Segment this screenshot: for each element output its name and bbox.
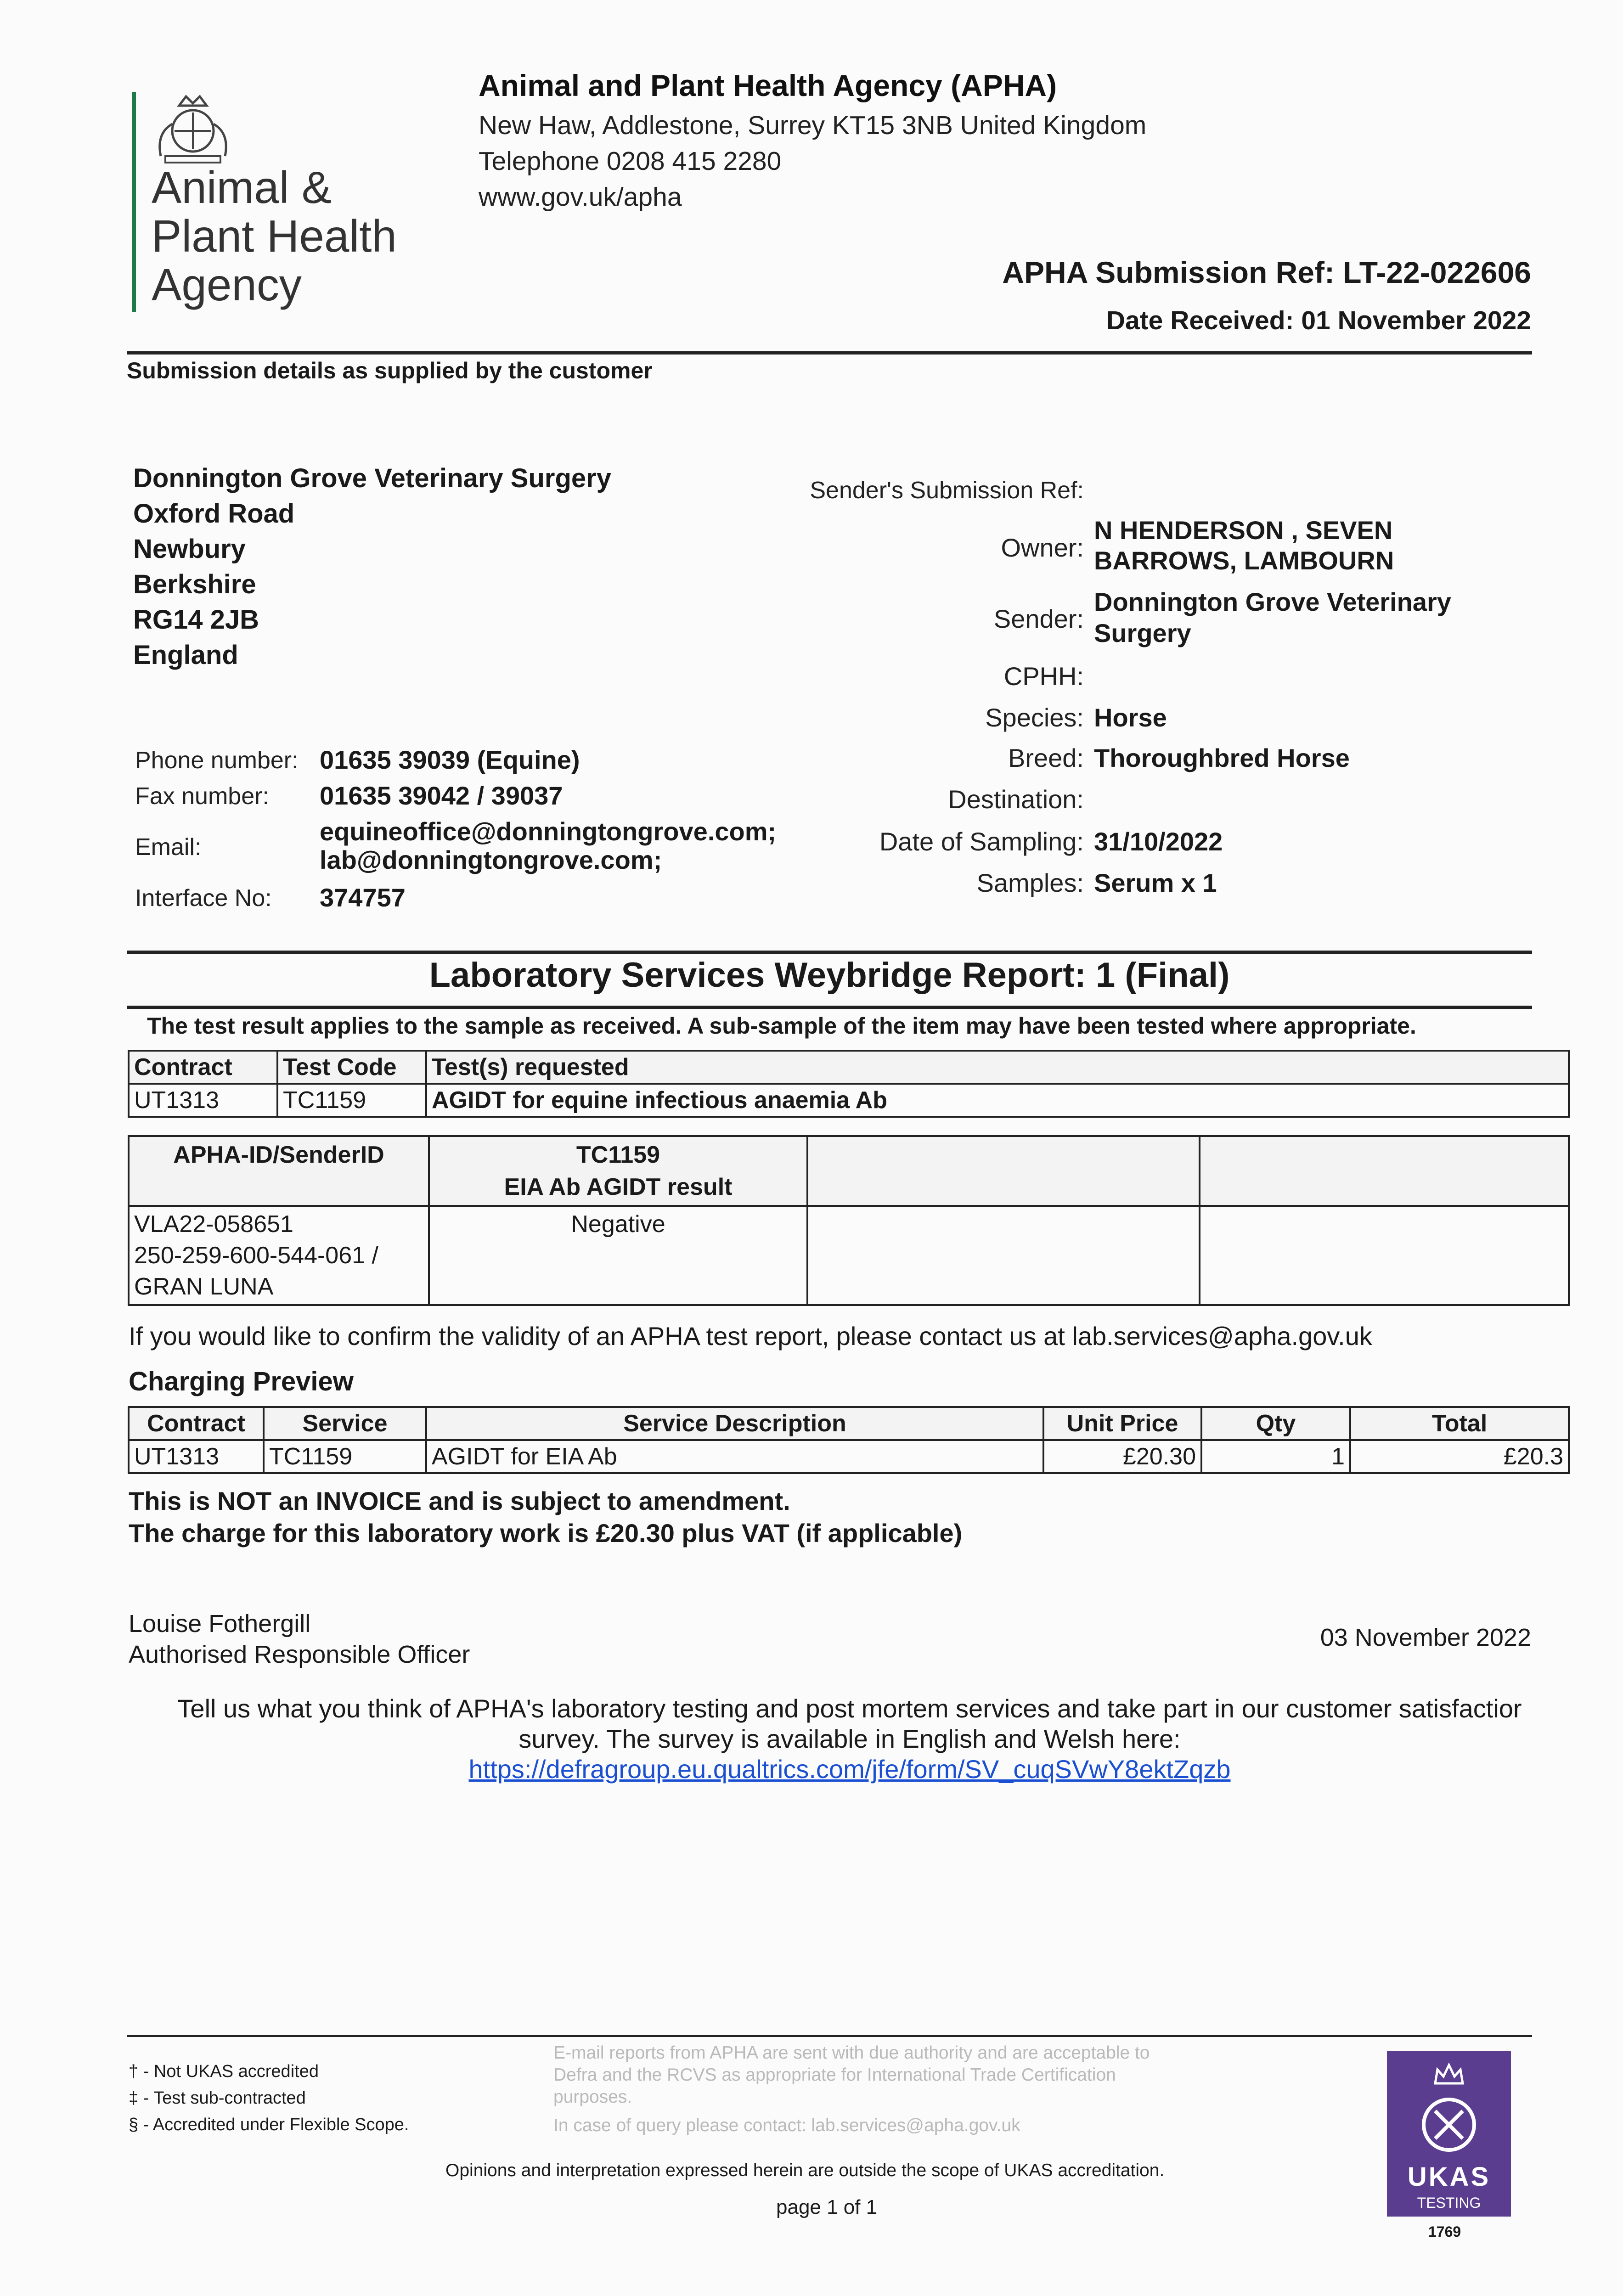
address-line: Oxford Road: [133, 499, 295, 529]
sampling-date-label: Date of Sampling:: [879, 827, 1084, 856]
sender-line-1: Donnington Grove Veterinary: [1094, 587, 1451, 616]
email-value-1[interactable]: equineoffice@donningtongrove.com;: [320, 817, 777, 846]
validity-note: If you would like to confirm the validity of an APHA test report, please contact us at lab.services@apha.gov.uk: [129, 1322, 1372, 1351]
ukas-label: UKAS: [1407, 2162, 1491, 2192]
ukas-testing: TESTING: [1417, 2195, 1481, 2211]
crown-icon: [1431, 2060, 1467, 2088]
phone-value: 01635 39039 (Equine): [320, 745, 580, 774]
fax-value: 01635 39042 / 39037: [320, 781, 563, 810]
breed-label: Breed:: [1008, 743, 1084, 772]
royal-crest-icon: [147, 87, 239, 170]
table-header-row: [129, 1051, 1569, 1084]
table-cell: £20.30: [1043, 1440, 1201, 1473]
email-note-line: Defra and the RCVS as appropriate for International Trade Certification: [553, 2065, 1116, 2085]
result-value: Negative: [429, 1206, 807, 1305]
test-code-header: TC1159: [576, 1142, 660, 1168]
signatory-role: Authorised Responsible Officer: [129, 1641, 470, 1668]
section-label: Submission details as supplied by the customer: [127, 358, 653, 383]
sample-id: VLA22-058651: [134, 1211, 293, 1238]
column-header: Total: [1350, 1407, 1569, 1440]
column-header: Test(s) requested: [426, 1051, 1569, 1084]
tests-table: [128, 1050, 1570, 1118]
logo-line: Plant Health: [152, 211, 397, 261]
table-cell: TC1159: [264, 1440, 426, 1473]
address-line: Berkshire: [133, 569, 256, 599]
empty-cell: [1200, 1206, 1569, 1305]
charging-table: [128, 1406, 1570, 1474]
column-header: Service Description: [426, 1407, 1043, 1440]
empty-header: [1200, 1136, 1569, 1206]
samples-label: Samples:: [976, 868, 1084, 897]
table-cell: UT1313: [129, 1440, 264, 1473]
divider: [127, 951, 1532, 954]
footnote: ‡ - Test sub-contracted: [129, 2088, 306, 2108]
ukas-number: 1769: [1428, 2223, 1461, 2240]
species-value: Horse: [1094, 703, 1167, 732]
survey-text: [129, 1694, 1571, 1754]
owner-label: Owner:: [1001, 533, 1084, 562]
survey-line: Tell us what you think of APHA's laboratory testing and post mortem services and take part in our customer satisfactior: [177, 1694, 1522, 1723]
table-header-row: [129, 1136, 1569, 1206]
sample-id-cell: [129, 1206, 429, 1305]
column-header: APHA-ID/SenderID: [129, 1136, 429, 1206]
logo-line: Agency: [152, 259, 302, 310]
opinion-note: Opinions and interpretation expressed herein are outside the scope of UKAS accreditation.: [445, 2161, 1165, 2180]
results-table: [128, 1135, 1570, 1306]
charge-notice: The charge for this laboratory work is £20.30 plus VAT (if applicable): [129, 1519, 963, 1548]
agency-address: New Haw, Addlestone, Surrey KT15 3NB United Kingdom: [479, 111, 1147, 140]
table-cell: TC1159: [277, 1084, 426, 1117]
sender-ref-label: Sender's Submission Ref:: [810, 477, 1084, 504]
address-line: England: [133, 640, 238, 670]
column-header: Contract: [129, 1051, 277, 1084]
logo-bar: [132, 92, 136, 312]
agency-telephone: Telephone 0208 415 2280: [479, 146, 782, 176]
submission-ref: APHA Submission Ref: LT-22-022606: [1002, 255, 1531, 289]
table-header-row: [129, 1407, 1569, 1440]
email-note: [553, 2042, 1288, 2137]
charging-title: Charging Preview: [129, 1367, 354, 1396]
breed-value: Thoroughbred Horse: [1094, 743, 1350, 772]
cphh-label: CPHH:: [1003, 662, 1084, 691]
ukas-logo: [1387, 2051, 1511, 2217]
footnote: § - Accredited under Flexible Scope.: [129, 2115, 409, 2134]
test-name-header: EIA Ab AGIDT result: [504, 1174, 733, 1200]
agency-website[interactable]: www.gov.uk/apha: [479, 182, 682, 212]
address-line: RG14 2JB: [133, 605, 259, 635]
empty-header: [807, 1136, 1200, 1206]
table-cell: £20.3: [1350, 1440, 1569, 1473]
sender-label: Sender:: [993, 604, 1084, 633]
table-row: [129, 1206, 1569, 1305]
email-value-2[interactable]: lab@donningtongrove.com;: [320, 845, 662, 874]
table-cell: AGIDT for equine infectious anaemia Ab: [426, 1084, 1569, 1117]
sampling-date-value: 31/10/2022: [1094, 827, 1223, 856]
column-header: [429, 1136, 807, 1206]
table-cell: UT1313: [129, 1084, 277, 1117]
sender-line-2: Surgery: [1094, 619, 1191, 647]
footer-divider: [127, 2035, 1532, 2037]
invoice-notice: This is NOT an INVOICE and is subject to amendment.: [129, 1486, 790, 1515]
animal-name: GRAN LUNA: [134, 1273, 274, 1300]
email-note-line: purposes.: [553, 2087, 632, 2107]
interface-value: 374757: [320, 883, 406, 912]
logo-text: [152, 163, 397, 309]
report-date: 03 November 2022: [1320, 1624, 1531, 1651]
signatory-name: Louise Fothergill: [129, 1610, 311, 1638]
address-line: Newbury: [133, 534, 246, 564]
table-cell: 1: [1201, 1440, 1350, 1473]
divider: [127, 351, 1532, 355]
table-row: [129, 1084, 1569, 1117]
destination-label: Destination:: [948, 785, 1084, 814]
survey-line: survey. The survey is available in English and Welsh here:: [518, 1724, 1181, 1753]
address-line: Donnington Grove Veterinary Surgery: [133, 463, 611, 493]
empty-cell: [807, 1206, 1200, 1305]
column-header: Qty: [1201, 1407, 1350, 1440]
agency-name: Animal and Plant Health Agency (APHA): [479, 68, 1057, 102]
sender-id: 250-259-600-544-061 /: [134, 1242, 378, 1269]
column-header: Test Code: [277, 1051, 426, 1084]
phone-label: Phone number:: [135, 747, 299, 774]
owner-line-1: N HENDERSON , SEVEN: [1094, 516, 1393, 545]
report-title: Laboratory Services Weybridge Report: 1 (Final): [429, 956, 1230, 995]
column-header: Unit Price: [1043, 1407, 1201, 1440]
date-received: Date Received: 01 November 2022: [1106, 306, 1531, 335]
column-header: Contract: [129, 1407, 264, 1440]
column-header: Service: [264, 1407, 426, 1440]
owner-line-2: BARROWS, LAMBOURN: [1094, 546, 1394, 575]
table-row: [129, 1440, 1569, 1473]
table-cell: AGIDT for EIA Ab: [426, 1440, 1043, 1473]
samples-value: Serum x 1: [1094, 868, 1217, 897]
survey-link[interactable]: https://defragroup.eu.qualtrics.com/jfe/form/SV_cuqSVwY8ektZqzb: [468, 1755, 1231, 1784]
ukas-emblem-icon: [1419, 2095, 1479, 2155]
logo-line: Animal &: [152, 162, 332, 213]
report-note: The test result applies to the sample as received. A sub-sample of the item may have been tested where appropriate.: [147, 1013, 1416, 1039]
fax-label: Fax number:: [135, 783, 269, 810]
email-note-line: E-mail reports from APHA are sent with due authority and are acceptable to: [553, 2043, 1150, 2063]
species-label: Species:: [985, 703, 1084, 732]
email-note-line: In case of query please contact: lab.services@apha.gov.uk: [553, 2116, 1020, 2135]
footnote: † - Not UKAS accredited: [129, 2062, 319, 2081]
page-number: page 1 of 1: [776, 2196, 878, 2218]
interface-label: Interface No:: [135, 885, 272, 912]
email-label: Email:: [135, 834, 202, 861]
divider: [127, 1006, 1532, 1009]
